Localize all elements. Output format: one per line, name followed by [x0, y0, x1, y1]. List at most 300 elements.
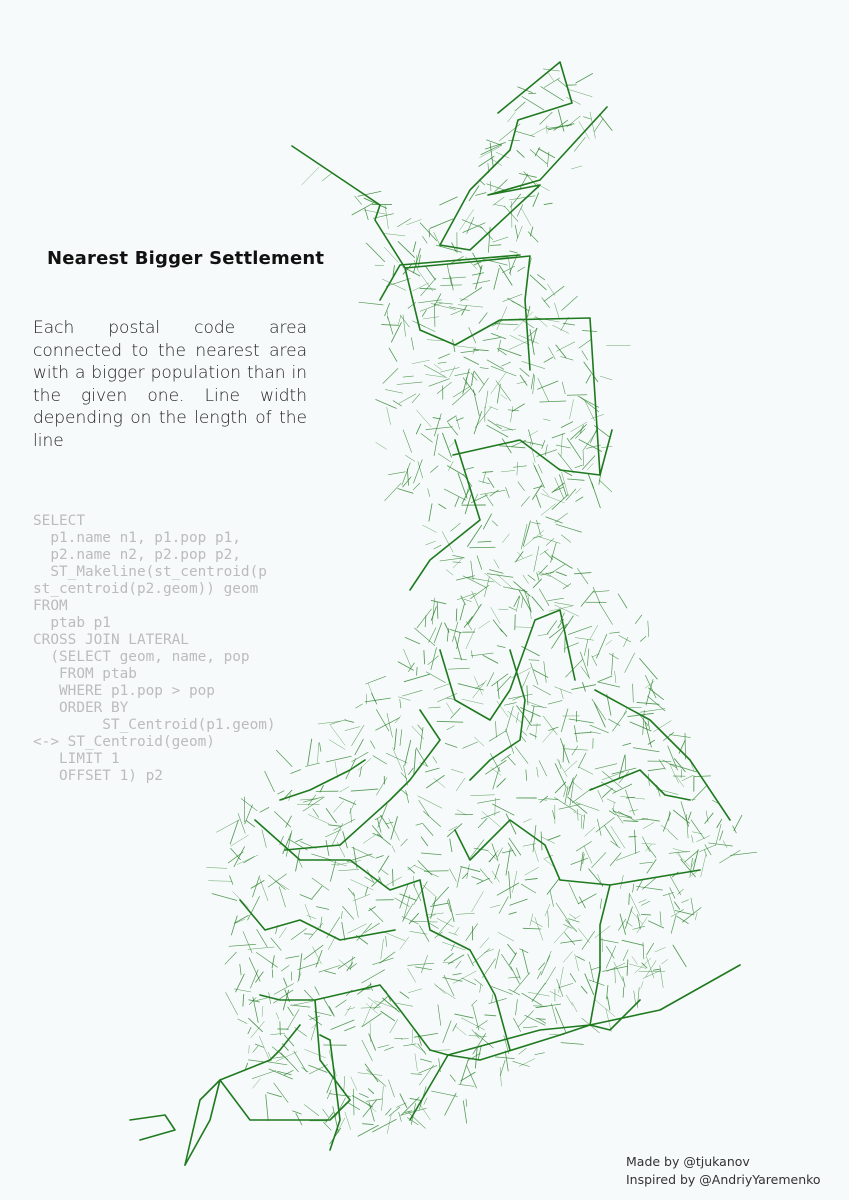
connection-line [491, 372, 506, 393]
connection-line [623, 950, 628, 961]
connection-line [491, 607, 500, 623]
connection-line [413, 283, 429, 291]
connection-line [522, 672, 529, 689]
connection-line [567, 116, 581, 127]
connection-line [514, 582, 531, 596]
connection-line [637, 988, 639, 1008]
connection-line [535, 316, 547, 327]
connection-line [490, 490, 498, 496]
connection-line [365, 923, 380, 932]
connection-line [458, 305, 483, 307]
connection-line [446, 570, 453, 575]
connection-line [624, 821, 638, 822]
connection-line [434, 304, 435, 327]
connection-line [564, 787, 567, 796]
connection-line [526, 770, 527, 781]
connection-line [520, 375, 527, 385]
connection-line [443, 277, 466, 279]
connection-line [368, 1089, 373, 1094]
connection-line [319, 965, 340, 972]
connection-line [479, 378, 489, 392]
connection-line [528, 992, 550, 996]
connection-line [640, 636, 646, 641]
connection-line [402, 690, 422, 696]
connection-line [444, 489, 466, 500]
connection-line [403, 430, 411, 452]
connection-line [336, 1000, 346, 1007]
connection-line [515, 131, 534, 137]
connection-line [419, 255, 421, 267]
connection-line [492, 995, 493, 1003]
connection-line [451, 944, 454, 951]
connection-line [529, 660, 539, 661]
connection-line [561, 709, 568, 732]
connection-line [456, 778, 465, 791]
connection-line [583, 815, 585, 829]
connection-line [538, 465, 542, 474]
connection-line [523, 928, 541, 929]
connection-line [495, 205, 505, 207]
connection-line [385, 483, 401, 500]
connection-line [279, 928, 286, 938]
connection-line [623, 987, 624, 997]
connection-line [720, 850, 741, 863]
connection-line [330, 861, 335, 881]
connection-line [458, 473, 467, 498]
connection-line [548, 701, 562, 705]
connection-line [476, 193, 486, 196]
connection-line [537, 520, 541, 534]
connection-line [345, 720, 354, 722]
connection-line [570, 400, 574, 420]
connection-line [520, 949, 528, 953]
connection-line [492, 521, 497, 526]
connection-line [411, 338, 413, 350]
connection-line [480, 869, 492, 883]
connection-line [294, 1001, 313, 1005]
connection-line [553, 811, 555, 819]
connection-line [544, 286, 564, 301]
connection-line [323, 1109, 329, 1117]
connection-line [423, 525, 437, 532]
connection-line [630, 722, 651, 731]
connection-line [443, 433, 452, 457]
connection-line [579, 767, 593, 774]
connection-line [623, 743, 631, 745]
connection-line [476, 1021, 487, 1028]
connection-line [548, 598, 564, 601]
connection-line [229, 944, 256, 946]
connection-line [373, 756, 387, 764]
connection-line [510, 953, 517, 965]
connection-line [438, 362, 446, 363]
connection-line [717, 819, 722, 827]
sql-line: FROM ptab [33, 666, 137, 682]
connection-line [500, 1067, 501, 1086]
connection-line [393, 869, 394, 886]
connection-line [663, 813, 670, 831]
connection-line [518, 482, 525, 491]
connection-line [479, 313, 487, 324]
connection-line [316, 907, 328, 910]
connection-line [462, 306, 467, 315]
connection-line [447, 264, 451, 285]
connection-line [459, 1084, 475, 1086]
connection-line [437, 382, 451, 393]
connection-line [502, 266, 514, 273]
connection-line [424, 811, 441, 826]
connection-line [592, 852, 606, 867]
connection-line [584, 639, 588, 655]
connection-line [284, 1035, 294, 1046]
connection-line [609, 632, 619, 633]
connection-line [530, 275, 546, 290]
connection-line [466, 924, 478, 941]
connection-line [308, 739, 312, 765]
connection-line [423, 317, 439, 319]
connection-line [479, 481, 490, 484]
connection-line [534, 466, 544, 488]
connection-line [393, 401, 401, 406]
connection-line [497, 779, 506, 787]
connection-line [243, 932, 252, 953]
connection-line [508, 757, 515, 765]
connection-line [271, 1033, 285, 1035]
connection-line [363, 1124, 374, 1125]
connection-line [581, 667, 590, 679]
connection-line [450, 367, 455, 377]
connection-line [556, 572, 566, 576]
connection-line [510, 899, 527, 905]
connection-line [456, 913, 475, 914]
long-connection-line [455, 820, 700, 885]
connection-line [266, 1095, 269, 1121]
connection-line [356, 704, 363, 708]
connection-line [512, 871, 517, 892]
connection-line [271, 938, 281, 950]
connection-line [563, 952, 572, 963]
connection-line [225, 952, 236, 964]
connection-line [484, 949, 493, 952]
connection-line [593, 587, 600, 602]
connection-line [600, 376, 612, 380]
connection-line [367, 1069, 386, 1086]
sql-line: ST_Centroid(p1.geom) [33, 717, 276, 733]
sql-code-block [33, 513, 276, 785]
connection-line [607, 997, 610, 1010]
connection-line [561, 434, 562, 457]
connection-line [678, 852, 682, 861]
connection-line [262, 1006, 263, 1016]
connection-line [567, 439, 581, 460]
connection-line [378, 1045, 389, 1048]
connection-line [525, 879, 537, 880]
connection-line [691, 898, 694, 913]
connection-line [474, 371, 484, 385]
connection-line [495, 950, 500, 969]
connection-line [467, 217, 474, 233]
connection-line [474, 737, 484, 746]
connection-line [376, 710, 389, 731]
connection-line [547, 951, 551, 961]
connection-line [323, 997, 333, 1014]
connection-line [318, 743, 319, 763]
connection-line [312, 854, 332, 860]
connection-line [276, 750, 292, 766]
connection-line [491, 366, 516, 376]
connection-line [453, 555, 465, 558]
connection-line [542, 441, 545, 449]
sql-line: LIMIT 1 [33, 751, 120, 767]
connection-line [451, 708, 461, 718]
long-connection-line [292, 146, 530, 370]
connection-line [587, 649, 588, 666]
connection-line [455, 814, 473, 815]
connection-line [424, 651, 425, 664]
connection-line [392, 846, 395, 852]
connection-line [630, 895, 640, 916]
connection-line [272, 956, 274, 968]
connection-line [472, 1000, 477, 1005]
connection-line [415, 1054, 418, 1071]
connection-line [544, 203, 552, 204]
connection-line [230, 876, 233, 885]
connection-line [533, 844, 539, 862]
connection-line [241, 799, 257, 811]
connection-line [255, 1044, 263, 1047]
connection-line [556, 445, 570, 448]
connection-line [502, 534, 509, 543]
connection-line [515, 747, 528, 764]
connection-line [413, 483, 419, 490]
connection-line [509, 912, 516, 914]
connection-line [416, 424, 421, 434]
connection-line [576, 74, 593, 84]
connection-line [648, 721, 649, 729]
connection-line [510, 251, 517, 253]
connection-line [364, 210, 386, 214]
connection-line [245, 805, 253, 824]
connection-line [524, 589, 531, 610]
connection-line [521, 208, 531, 226]
connection-line [333, 801, 343, 812]
connection-line [254, 998, 267, 1001]
connection-line [248, 947, 274, 949]
connection-line [464, 599, 471, 601]
connection-line [426, 427, 453, 430]
connection-line [401, 1039, 408, 1040]
connection-line [431, 648, 437, 670]
connection-line [682, 900, 689, 903]
connection-line [570, 974, 576, 982]
connection-line [662, 960, 668, 964]
connection-line [251, 1022, 264, 1038]
connection-line [620, 875, 623, 888]
connection-line [347, 1008, 355, 1010]
connection-line [400, 992, 409, 998]
connection-line [462, 978, 476, 985]
connection-line [571, 858, 588, 864]
connection-line [397, 382, 422, 384]
connection-line [581, 852, 584, 871]
connection-line [532, 523, 541, 524]
connection-line [427, 776, 445, 788]
connection-line [455, 927, 459, 934]
connection-line [543, 419, 550, 421]
long-connection-line [410, 440, 480, 590]
long-connection-line [595, 690, 730, 820]
connection-line [400, 315, 409, 327]
connection-line [569, 914, 576, 918]
connection-line [420, 1059, 431, 1062]
connection-line [434, 364, 442, 370]
connection-line [372, 693, 377, 704]
connection-line [209, 881, 233, 882]
connection-line [375, 265, 384, 266]
connection-line [483, 472, 493, 473]
connection-line [576, 497, 583, 501]
connection-line [632, 957, 637, 965]
connection-line [299, 954, 302, 981]
connection-line [575, 732, 591, 733]
connection-line [568, 778, 574, 795]
connection-line [577, 569, 588, 584]
connection-line [371, 741, 375, 749]
connection-line [582, 331, 596, 332]
connection-line [483, 655, 498, 663]
connection-line [423, 236, 428, 243]
connection-line [558, 983, 572, 987]
connection-line [363, 835, 375, 843]
connection-line [248, 1027, 251, 1034]
connection-line [595, 764, 617, 769]
connection-line [402, 463, 410, 485]
connection-line [625, 653, 635, 673]
connection-line [370, 908, 383, 922]
connection-line [308, 814, 329, 824]
connection-line [562, 382, 565, 394]
connection-line [599, 114, 612, 130]
connection-line [414, 749, 416, 773]
connection-line [345, 1006, 351, 1016]
connection-line [324, 1122, 332, 1130]
connection-line [470, 547, 496, 548]
connection-line [574, 915, 580, 919]
connection-line [253, 1079, 261, 1089]
connection-line [508, 113, 516, 122]
connection-line [539, 761, 547, 776]
connection-line [420, 926, 429, 942]
connection-line [598, 790, 603, 801]
connection-line [352, 203, 373, 215]
connection-line [549, 606, 574, 612]
connection-line [461, 867, 480, 872]
connection-line [571, 166, 582, 169]
connection-line [558, 110, 564, 132]
connection-line [440, 197, 458, 205]
connection-line [473, 390, 479, 416]
connection-line [561, 1043, 583, 1045]
connection-line [501, 395, 507, 400]
connection-line [585, 401, 595, 421]
connection-line [533, 685, 551, 695]
connection-line [561, 535, 570, 542]
connection-line [424, 1098, 427, 1105]
connection-line [504, 703, 516, 706]
connection-line [490, 245, 501, 246]
connection-line [516, 712, 518, 722]
connection-line [564, 616, 573, 629]
connection-line [413, 242, 416, 252]
connection-line [364, 198, 387, 208]
connection-line [369, 1034, 376, 1050]
connection-line [377, 834, 390, 845]
connection-line [267, 1093, 281, 1097]
connection-line [642, 837, 650, 852]
connection-line [453, 974, 461, 975]
connection-line [389, 348, 397, 361]
connection-line [463, 576, 486, 587]
connection-line [510, 335, 530, 345]
connection-line [351, 789, 378, 791]
connection-line [482, 812, 500, 828]
connection-line [494, 560, 499, 569]
connection-line [468, 577, 494, 582]
connection-line [561, 422, 572, 428]
connection-line [633, 884, 634, 892]
connection-line [400, 730, 402, 746]
connection-line [576, 488, 581, 493]
connection-line [469, 186, 479, 201]
connection-line [441, 368, 460, 373]
connection-line [325, 971, 336, 974]
sql-line: p1.name n1, p1.pop p1, [33, 530, 241, 546]
connection-line [506, 849, 510, 875]
connection-line [517, 151, 524, 158]
connection-line [681, 770, 682, 778]
connection-line [329, 825, 341, 826]
connection-line [516, 627, 534, 628]
connection-line [582, 351, 588, 360]
connection-line [499, 897, 508, 914]
connection-line [509, 694, 533, 699]
connection-line [453, 562, 461, 563]
connection-line [697, 836, 710, 842]
connection-line [361, 1007, 380, 1008]
connection-line [425, 768, 439, 772]
connection-line [380, 952, 395, 963]
connection-line [528, 232, 538, 242]
connection-line [548, 73, 553, 81]
connection-line [475, 1048, 477, 1068]
connection-line [621, 796, 645, 799]
connection-line [495, 1057, 514, 1059]
connection-line [432, 598, 434, 624]
connection-line [304, 1105, 318, 1116]
connection-line [426, 267, 435, 280]
connection-line [385, 390, 403, 394]
connection-line [439, 504, 446, 509]
connection-line [503, 587, 527, 592]
connection-line [410, 1098, 421, 1100]
connection-line [480, 368, 488, 369]
connection-line [639, 900, 647, 903]
connection-line [579, 340, 591, 349]
connection-line [584, 362, 598, 382]
connection-line [547, 621, 557, 634]
connection-line [497, 646, 505, 648]
sql-line: st_centroid(p2.geom)) geom [33, 581, 259, 597]
